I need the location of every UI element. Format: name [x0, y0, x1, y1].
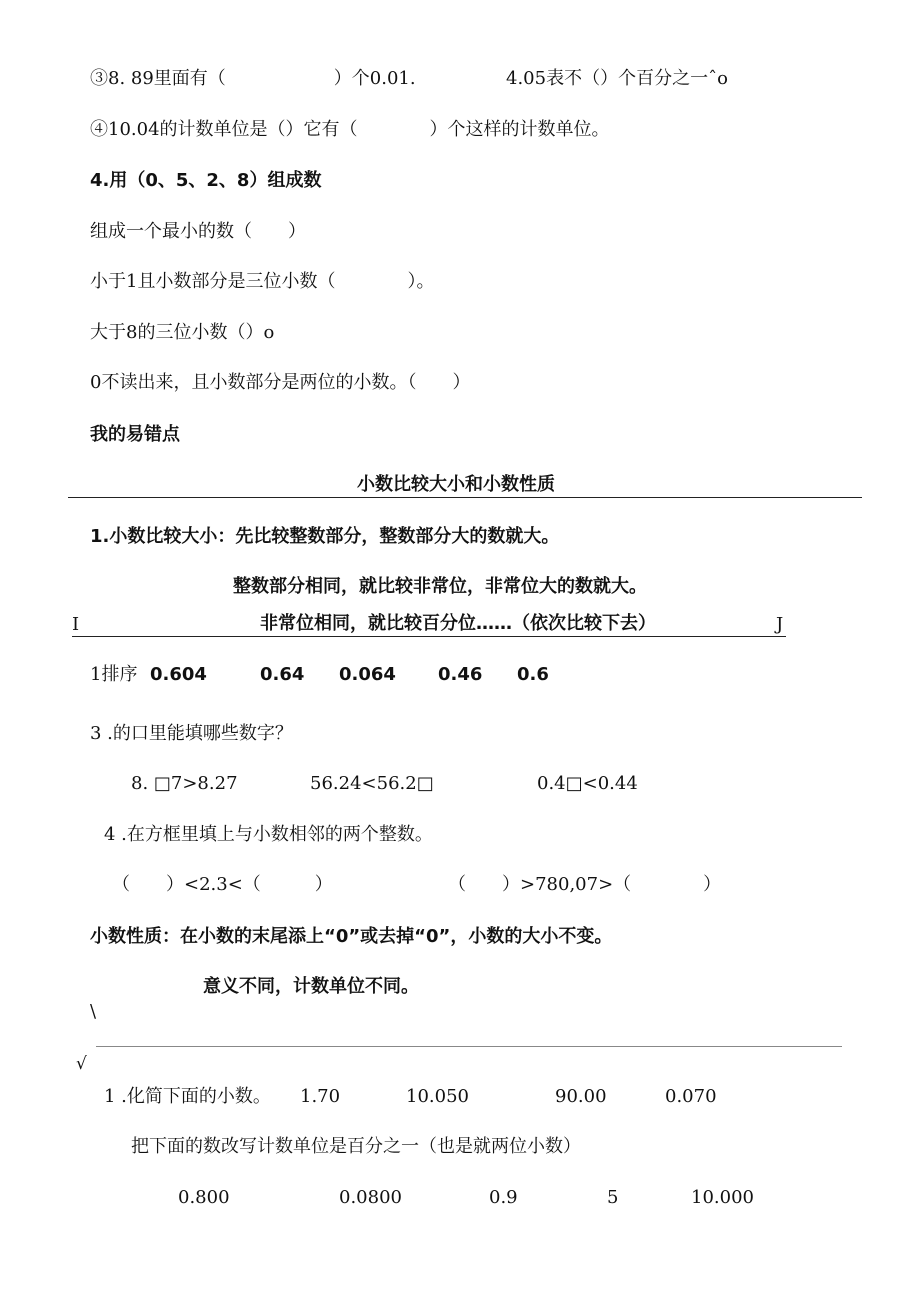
sort-value: 0.6 — [517, 664, 549, 685]
q3-item: 8. □7>8.27 — [131, 773, 238, 794]
rule-line-2: 整数部分相同，就比较非常位，非常位大的数就大。 — [233, 576, 647, 597]
simplify-value: 0.070 — [665, 1086, 717, 1107]
q4-item: （ ）<2.3<（ ） — [112, 874, 333, 895]
rewrite-value: 10.000 — [691, 1187, 754, 1208]
sort-value: 0.46 — [438, 664, 483, 685]
check-mark: √ — [76, 1054, 87, 1074]
rewrite-value: 0.800 — [178, 1187, 230, 1208]
q-line-4: 组成一个最小的数（ ） — [90, 221, 306, 242]
q-line-2: ④10.04的计数单位是（）它有（ ）个这样的计数单位。 — [90, 119, 610, 140]
q-line-5: 小于1且小数部分是三位小数（ ）。 — [90, 271, 435, 292]
q-line-1a: ③8. 89里面有（ ）个0.01. — [90, 68, 416, 89]
rule-line-3: 非常位相同，就比较百分位……（依次比较下去） — [260, 613, 656, 634]
section-divider — [68, 497, 862, 498]
q3-item: 56.24<56.2□ — [310, 773, 434, 794]
simplify-value: 90.00 — [555, 1086, 607, 1107]
simplify-value: 1.70 — [300, 1086, 341, 1107]
q-line-6: 大于8的三位小数（）o — [90, 322, 275, 343]
sort-value: 0.064 — [339, 664, 396, 685]
rewrite-value: 5 — [607, 1187, 619, 1208]
thin-divider — [96, 1046, 842, 1047]
property-line-2: 意义不同，计数单位不同。 — [203, 976, 419, 997]
q-line-7: 0不读出来，且小数部分是两位的小数。（ ） — [90, 372, 471, 393]
q3-item: 0.4□<0.44 — [537, 773, 638, 794]
sort-value: 0.64 — [260, 664, 305, 685]
sort-label: 1排序 — [90, 664, 138, 685]
bracket-right: J — [776, 614, 784, 635]
rule-underline — [72, 636, 786, 637]
rule-line-1: 1.小数比较大小：先比较整数部分，整数部分大的数就大。 — [90, 526, 560, 547]
backslash-mark: \ — [90, 1001, 97, 1022]
simplify-label: 1 .化简下面的小数。 — [104, 1086, 271, 1107]
bracket-left: I — [72, 614, 80, 635]
section-title: 小数比较大小和小数性质 — [357, 474, 555, 495]
rewrite-value: 0.9 — [489, 1187, 518, 1208]
q-heading-4: 4.用（0、5、2、8）组成数 — [90, 170, 322, 191]
q-line-1b: 4.05表不（）个百分之一ˆo — [506, 68, 728, 89]
rewrite-instruction: 把下面的数改写计数单位是百分之一（也是就两位小数） — [131, 1136, 581, 1157]
rewrite-value: 0.0800 — [339, 1187, 402, 1208]
simplify-value: 10.050 — [406, 1086, 469, 1107]
q-line-3: 3 .的口里能填哪些数字？ — [90, 723, 293, 744]
mistakes-heading: 我的易错点 — [90, 424, 180, 445]
q-line-4-neighbors: 4 .在方框里填上与小数相邻的两个整数。 — [104, 824, 433, 845]
sort-value: 0.604 — [150, 664, 207, 685]
property-line-1: 小数性质：在小数的末尾添上“0”或去掉“0”，小数的大小不变。 — [90, 926, 613, 947]
q4-item: （ ）>780,07>（ ） — [448, 874, 722, 895]
